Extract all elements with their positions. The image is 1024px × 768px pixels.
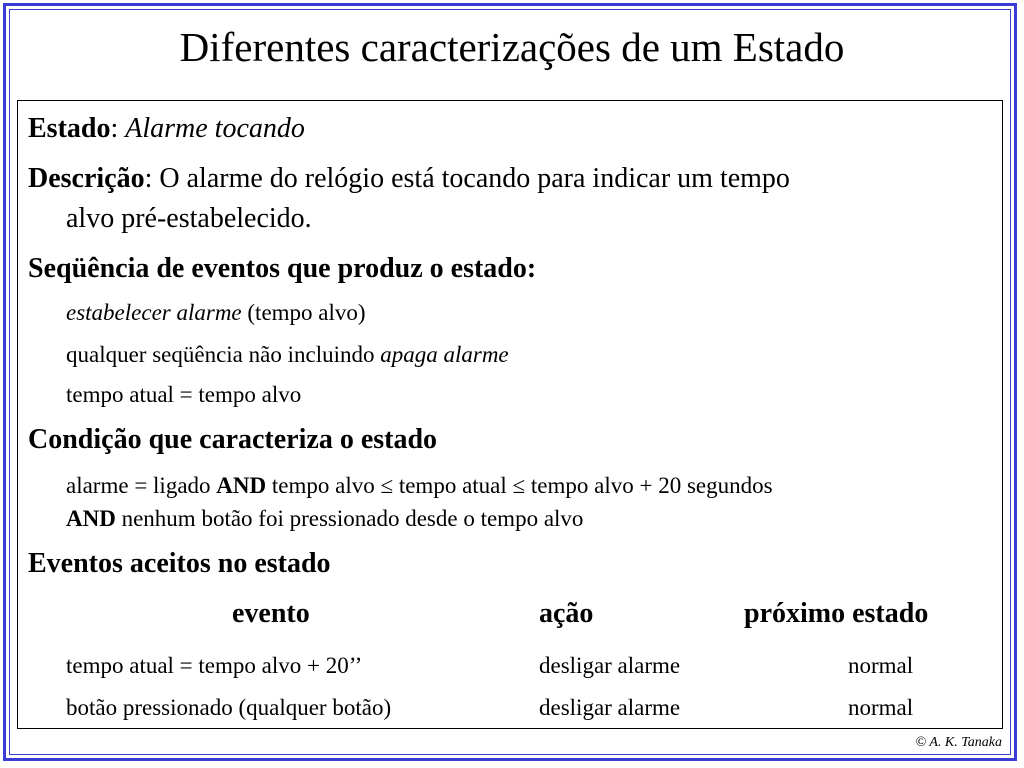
condicao-line-1-a: alarme = ligado — [66, 473, 217, 498]
copyright-notice: © A. K. Tanaka — [915, 735, 1002, 750]
condicao-line-1-b: tempo alvo ≤ tempo atual ≤ tempo alvo + 20 segundos — [266, 473, 773, 498]
sequencia-item-2 — [66, 342, 509, 368]
sequencia-item-2-plain: qualquer seqüência não incluindo — [66, 342, 381, 367]
condicao-line-1 — [66, 473, 773, 499]
sequencia-item-1 — [66, 300, 366, 326]
table-row-2-proximo: normal — [848, 695, 914, 720]
sequencia-item-3: tempo atual = tempo alvo — [66, 382, 302, 407]
estado-value: Alarme tocando — [125, 113, 305, 144]
table-row-2-evento: botão pressionado (qualquer botão) — [66, 695, 392, 720]
sequencia-item-1-rest: (tempo alvo) — [241, 300, 366, 325]
condicao-line-1-and: AND — [216, 473, 267, 498]
estado-line — [28, 113, 305, 145]
condicao-heading: Condição que caracteriza o estado — [28, 424, 438, 455]
table-row-1-evento: tempo atual = tempo alvo + 20’’ — [66, 653, 363, 678]
descricao-text-1: : O alarme do relógio está tocando para indicar um tempo — [144, 163, 790, 194]
column-header-evento: evento — [232, 598, 310, 629]
sequencia-item-1-italic: estabelecer alarme — [66, 300, 242, 325]
descricao-text-2: alvo pré-estabelecido. — [66, 203, 312, 234]
estado-label: Estado — [28, 113, 111, 144]
eventos-heading: Eventos aceitos no estado — [28, 548, 331, 579]
sequencia-heading: Seqüência de eventos que produz o estado: — [28, 253, 537, 284]
sequencia-item-2-italic: apaga alarme — [380, 342, 509, 367]
slide-title: Diferentes caracterizações de um Estado — [179, 24, 845, 70]
column-header-acao: ação — [539, 598, 594, 629]
table-row-2-acao: desligar alarme — [539, 695, 681, 720]
descricao-line — [28, 163, 790, 195]
table-row-1-proximo: normal — [848, 653, 914, 678]
table-row-1-acao: desligar alarme — [539, 653, 681, 678]
descricao-label: Descrição — [28, 163, 145, 194]
column-header-proximo-estado: próximo estado — [744, 598, 929, 629]
condicao-line-2-and: AND — [66, 506, 116, 531]
condicao-line-2 — [66, 506, 583, 532]
estado-sep: : — [110, 113, 126, 144]
condicao-line-2-b: nenhum botão foi pressionado desde o tempo alvo — [115, 506, 584, 531]
